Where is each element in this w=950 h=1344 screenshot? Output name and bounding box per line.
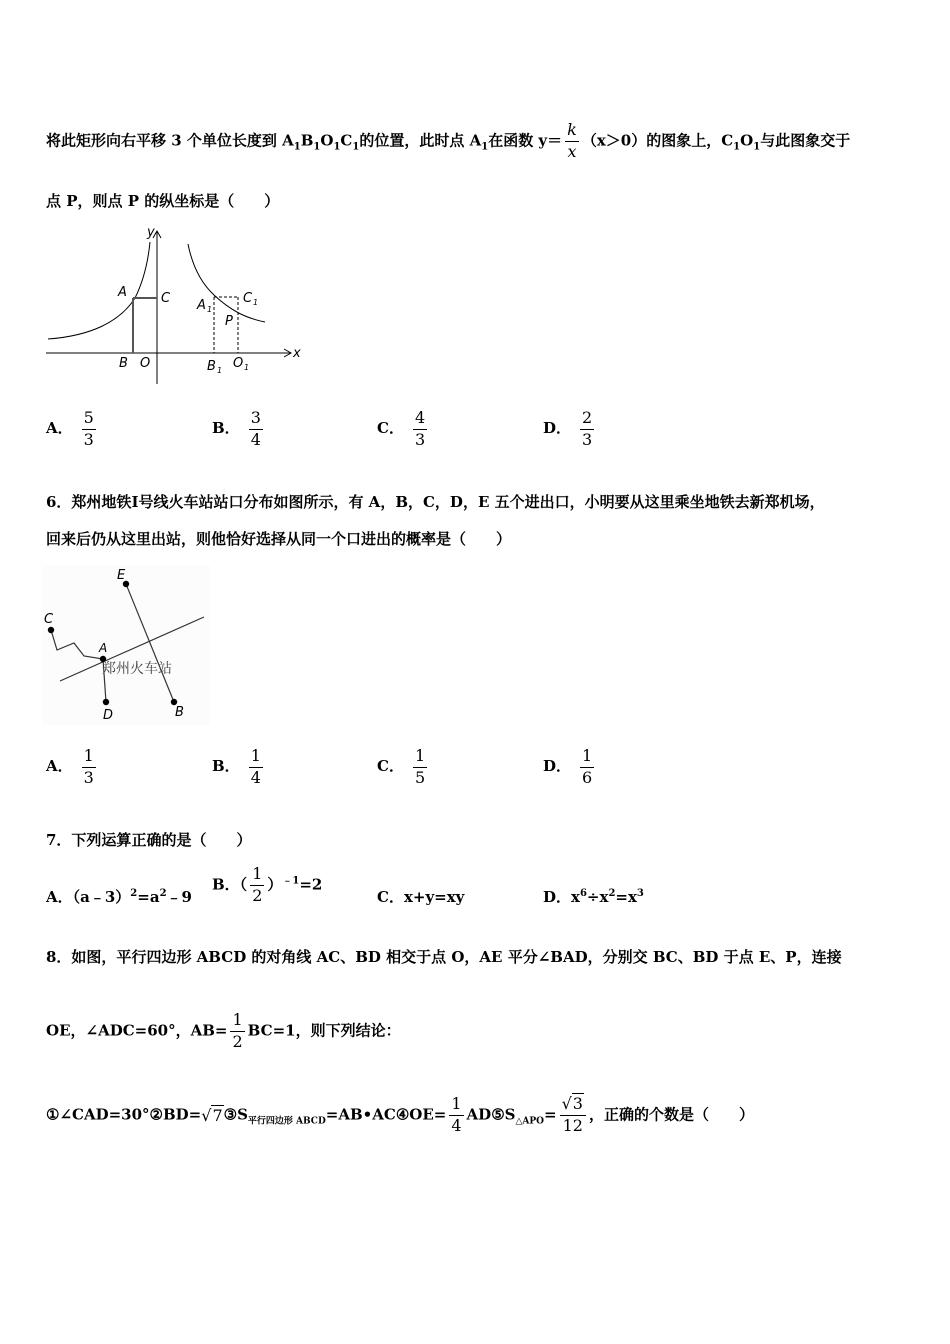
q6-option-d[interactable]: D． $\frac{1}{6}$ (543, 746, 593, 787)
q6-option-a[interactable]: A． $\frac{1}{3}$ (46, 746, 94, 787)
q5-option-c[interactable]: C． $\frac{4}{3}$ (377, 408, 426, 449)
svg-text:O: O (233, 356, 244, 371)
q7-option-a[interactable]: A．$(a﹣3)^2=a^2﹣9$ (46, 888, 192, 906)
q5-option-d[interactable]: D． $\frac{2}{3}$ (543, 408, 593, 449)
q7-option-b[interactable]: B．（ $\frac{1}{2}$ ）$^{﹣1}$=2 (212, 864, 323, 905)
q6-stem-line1: 6．郑州地铁Ⅰ号线火车站站口分布如图所示，有 A，B，C，D，E 五个进出口，小明要从这里乘坐地铁去新郑机场， (46, 493, 825, 511)
svg-text:C: C (44, 612, 54, 627)
q5-option-a[interactable]: A． $\frac{5}{3}$ (46, 408, 94, 449)
q8-conclusions: $①\angle CAD=30^\circ ②BD=√7③S_{平行四边形 ABCD}=AB•AC④OE=$ $\frac{1}{4}$ $AD⑤S_{\triangle APO}=$ $\frac{√3}{12}$ ，正确的个数是（ ） (46, 1094, 754, 1135)
svg-text:P: P (225, 314, 233, 329)
q5-function-fraction: $\frac{k}{x}$ (567, 120, 577, 161)
svg-text:1: 1 (244, 363, 250, 372)
svg-text:C: C (243, 291, 253, 306)
q7-stem: 7．下列运算正确的是（ ） (46, 831, 252, 849)
q8-stem-line2: OE，∠ADC=60°，AB= $\frac{1}{2}$ BC=1，则下列结论： (46, 1010, 401, 1051)
q7-option-d[interactable]: D．$x^6\div x^2=x^3$ (543, 888, 644, 906)
svg-text:B: B (175, 705, 184, 720)
q6-figure (42, 565, 210, 725)
q6-stem-line2: 回来后仍从这里出站，则他恰好选择从同一个口进出的概率是（ ） (46, 530, 512, 548)
q5-stem-line2: 点 P，则点 P 的纵坐标是（ ） (46, 192, 280, 210)
q8-stem-line1: 8．如图，平行四边形 ABCD 的对角线 AC、BD 相交于点 O，AE 平分∠BAD，分别交 BC、BD 于点 E、P，连接 (46, 948, 842, 966)
svg-text:A: A (197, 298, 206, 313)
sqrt-7: √7 (201, 1105, 223, 1125)
svg-text:A: A (99, 641, 108, 655)
svg-text:y: y (147, 225, 155, 240)
q7-option-c[interactable]: C．x+y=xy (377, 888, 465, 906)
q5-option-b[interactable]: B． $\frac{3}{4}$ (212, 408, 261, 449)
svg-text:B: B (119, 356, 128, 371)
svg-text:D: D (103, 708, 114, 723)
svg-text:E: E (117, 568, 126, 583)
svg-text:C: C (161, 291, 171, 306)
svg-text:O: O (140, 356, 151, 371)
svg-text:B: B (207, 359, 216, 374)
svg-text:1: 1 (207, 305, 213, 314)
q5-figure (40, 222, 310, 392)
q6-option-c[interactable]: C． $\frac{1}{5}$ (377, 746, 426, 787)
q5-stem-line1: 将此矩形向右平移 3 个单位长度到 $A_1B_1O_1C_1$的位置，此时点 $A_1$在函数 y＝ $\frac{k}{x}$ （x＞0）的图象上，$C_1O_1$与此图象交于 (46, 120, 851, 161)
svg-text:1: 1 (217, 366, 223, 375)
q6-option-b[interactable]: B． $\frac{1}{4}$ (212, 746, 261, 787)
svg-text:郑州火车站: 郑州火车站 (102, 661, 172, 677)
svg-text:1: 1 (253, 298, 259, 307)
svg-text:A: A (118, 285, 127, 300)
svg-text:x: x (293, 346, 301, 361)
